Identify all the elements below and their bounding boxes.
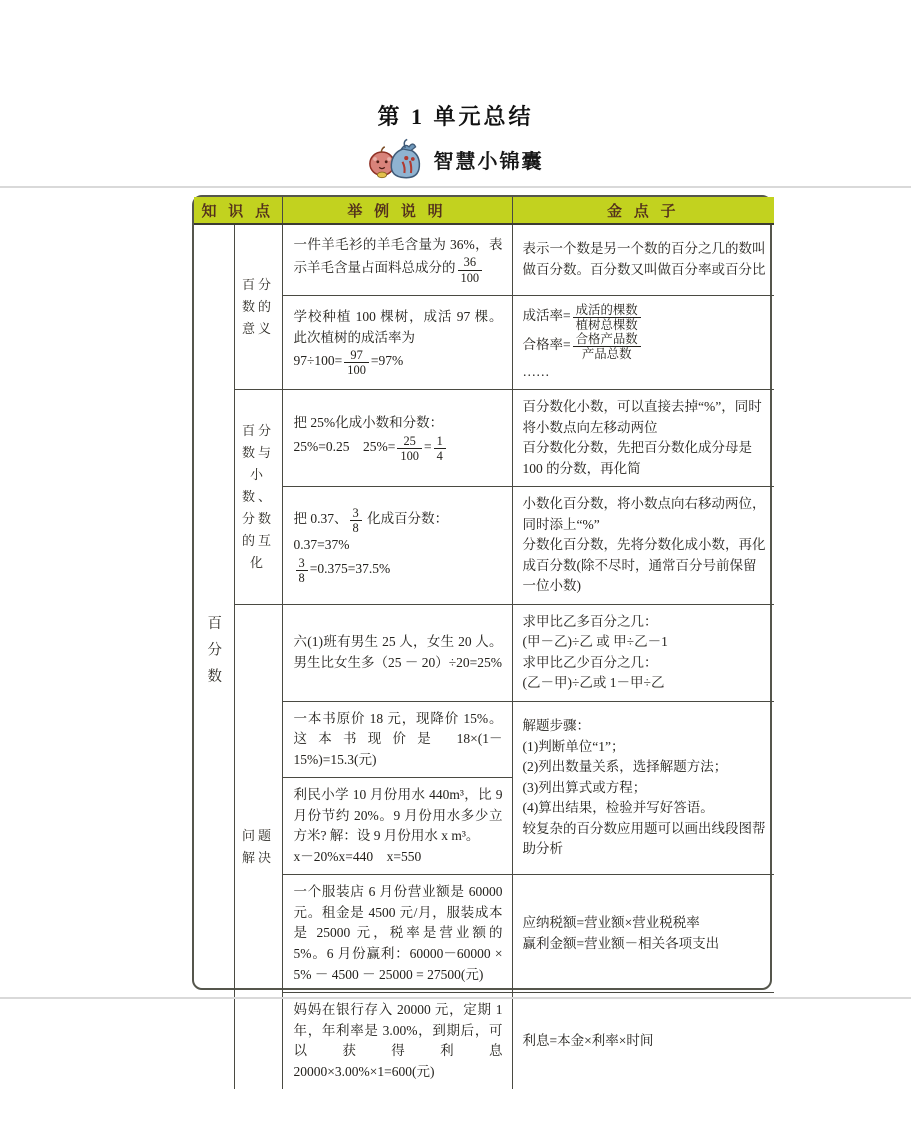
example-water-usage: 利民小学 10 月份用水 440m³，比 9 月份节约 20%。9 月份用水多少立方米? 解：设 9 月份用水 x m³。 x－20%x=440 x=550 (282, 778, 512, 875)
group-problem-solving: 问题解决 (234, 604, 282, 1089)
example-tree-survival: 学校种植 100 棵树，成活 97 棵。此次植树的成活率为 97÷100= $\frac{97}{100}$ =97% (282, 295, 512, 390)
summary-table (192, 195, 772, 1079)
header-knowledge-point: 知 识 点 (194, 197, 282, 224)
fraction: $\frac{3}{8}$ (350, 506, 362, 536)
tip-percentage-definition: 表示一个数是另一个数的百分之几的数叫做百分数。百分数又叫做百分率或百分比 (512, 224, 774, 295)
example-class-boys-girls: 六(1)班有男生 25 人，女生 20 人。男生比女生多（25 － 20）÷20=25% (282, 604, 512, 701)
tip-decimal-to-percent: 小数化百分数，将小数点向右移动两位，同时添上“%” 分数化百分数，先将分数化成小数，再化成百分数(除不尽时，通常百分号前保留一位小数) (512, 487, 774, 605)
example-book-price: 一本书原价 18 元，现降价 15%。这本书现价是 18×(1－15%)=15.3(元) (282, 701, 512, 778)
tip-solution-steps: 解题步骤： (1)判断单位“1”； (2)列出数量关系，选择解题方法； (3)列出算式或方程； (4)算出结果，检验并写好答语。 较复杂的百分数应用题可以画出线段图帮助分析 (512, 701, 774, 875)
fraction: $\frac{3}{8}$ (296, 556, 308, 586)
fraction: $\frac{1}{4}$ (434, 434, 446, 464)
tip-interest-formula: 利息=本金×利率×时间 (512, 993, 774, 1090)
table-row (194, 224, 774, 295)
spine-label: 百分数 (205, 614, 222, 695)
table-row (194, 604, 774, 701)
header-golden-tip: 金 点 子 (512, 197, 774, 224)
tip-tax-profit-formulas: 应纳税额=营业额×营业税税率 赢利金额=营业额－相关各项支出 (512, 875, 774, 993)
example-clothing-store: 一个服装店 6 月份营业额是 60000 元。租金是 4500 元/月，服装成本是 25000 元，税率是营业额的 5%。6 月份赢利：60000－60000 × 5% － 4500 － 25000 = 27500(元) (282, 875, 512, 993)
group-meaning: 百分数的意义 (234, 224, 282, 390)
header-example: 举 例 说 明 (282, 197, 512, 224)
example-bank-interest: 妈妈在银行存入 20000 元，定期 1 年，年利率是 3.00%，到期后，可以获得利息 20000×3.00%×1=600(元) (282, 993, 512, 1090)
tip-more-less-percent: 求甲比乙多百分之几： (甲－乙)÷乙 或 甲÷乙－1 求甲比乙少百分之几： (乙－甲)÷乙或 1－甲÷乙 (512, 604, 774, 701)
group-conversion: 百分数与小数、分数的互化 (234, 390, 282, 605)
page-rule-top (0, 186, 911, 188)
example-decimal-fraction: 把 0.37、 $\frac{3}{8}$ 化成百分数： 0.37=37% $\frac{3}{8}$ =0.375=37.5% (282, 487, 512, 605)
knowledge-table (194, 197, 774, 1089)
header-row (194, 197, 774, 224)
fraction: $\frac{36}{100}$ (458, 255, 483, 285)
table-row (194, 390, 774, 487)
tip-rate-formulas: 成活率= $\frac{\text{成活的棵数}}{\text{植树总棵数}}$ 合格率= $\frac{\text{合格产品数}}{\text{产品总数}}$ …… (512, 295, 774, 390)
section-subtitle: 智慧小锦囊 (433, 150, 544, 173)
subtitle-row (0, 136, 911, 182)
fraction: $\frac{25}{100}$ (397, 434, 422, 464)
tip-percent-to-decimal: 百分数化小数，可以直接去掉“%”，同时将小数点向左移动两位 百分数化分数，先把百分数化成分母是 100 的分数，再化简 (512, 390, 774, 487)
spine-cell-percentage (194, 224, 234, 1089)
example-wool-sweater: 一件羊毛衫的羊毛含量为 36%，表示羊毛含量占面料总成分的 $\frac{36}{100}$ (282, 224, 512, 295)
fraction: $\frac{\text{合格产品数}}{\text{产品总数}}$ (573, 332, 641, 362)
page-rule-bottom (0, 997, 911, 999)
fraction: $\frac{\text{成活的棵数}}{\text{植树总棵数}}$ (573, 303, 641, 333)
example-25-percent: 把 25%化成小数和分数： 25%=0.25 25%= $\frac{25}{100}$ = $\frac{1}{4}$ (282, 390, 512, 487)
apple-pouch-mascot-icon (368, 137, 424, 181)
page-title: 第 1 单元总结 (377, 104, 534, 129)
fraction: $\frac{97}{100}$ (344, 348, 369, 378)
